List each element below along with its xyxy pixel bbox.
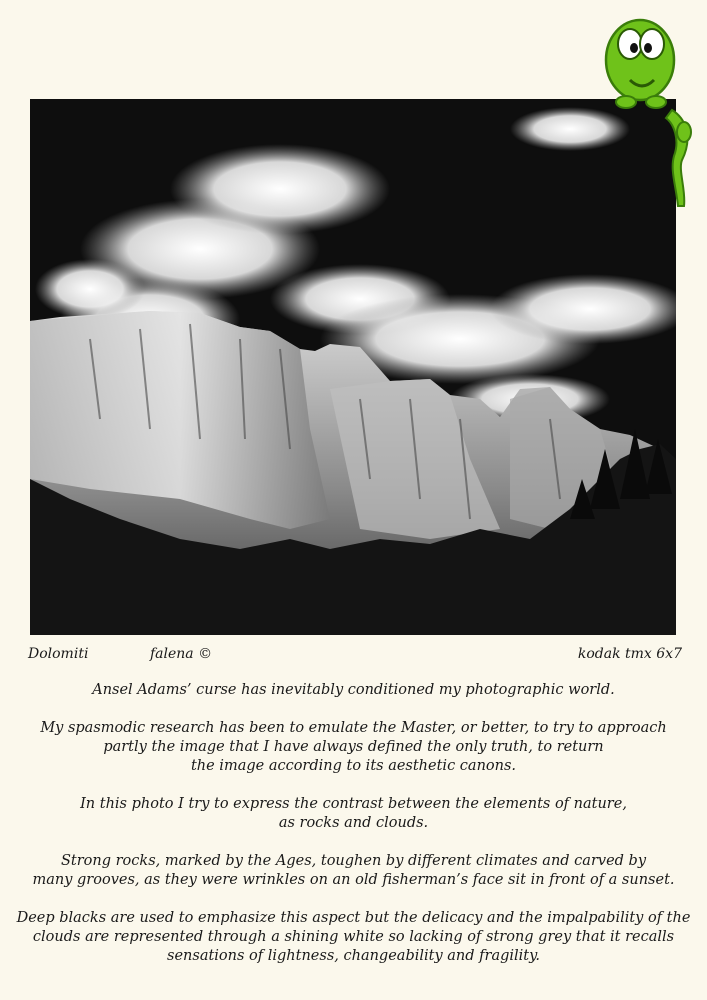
caption-author: falena © (150, 646, 213, 662)
text-line: My spasmodic research has been to emulate the Master, or better, to try to approach (40, 720, 667, 736)
dolomiti-photo (30, 99, 676, 635)
paragraph-research (8, 719, 699, 776)
text-line: the image according to its aesthetic canons. (190, 758, 517, 774)
text-line: many grooves, as they were wrinkles on an old fisherman’s face sit in front of a sunset. (32, 872, 675, 888)
paragraph-rocks (8, 852, 699, 890)
text-line: Strong rocks, marked by the Ages, toughen by different climates and carved by (60, 853, 647, 869)
paragraph-blacks (8, 909, 699, 966)
caption-film: kodak tmx 6x7 (577, 646, 682, 662)
description-text (8, 681, 699, 966)
text-line: as rocks and clouds. (278, 815, 429, 831)
text-line: In this photo I try to express the contrast between the elements of nature, (80, 796, 627, 812)
bw-mountain-landscape (30, 99, 676, 635)
text-line: Ansel Adams’ curse has inevitably conditioned my photographic world. (92, 682, 615, 698)
frog-mascot (600, 10, 700, 215)
text-line: sensations of lightness, changeability and fragility. (167, 948, 540, 964)
text-line: partly the image that I have always defined the only truth, to return (103, 739, 604, 755)
paragraph-contrast (8, 795, 699, 833)
photo-caption (28, 646, 682, 668)
caption-location: Dolomiti (28, 646, 89, 662)
text-line: Deep blacks are used to emphasize this aspect but the delicacy and the impalpability of the (16, 910, 691, 926)
paragraph-intro (8, 681, 699, 700)
text-line: clouds are represented through a shining white so lacking of strong grey that it recalls (32, 929, 675, 945)
